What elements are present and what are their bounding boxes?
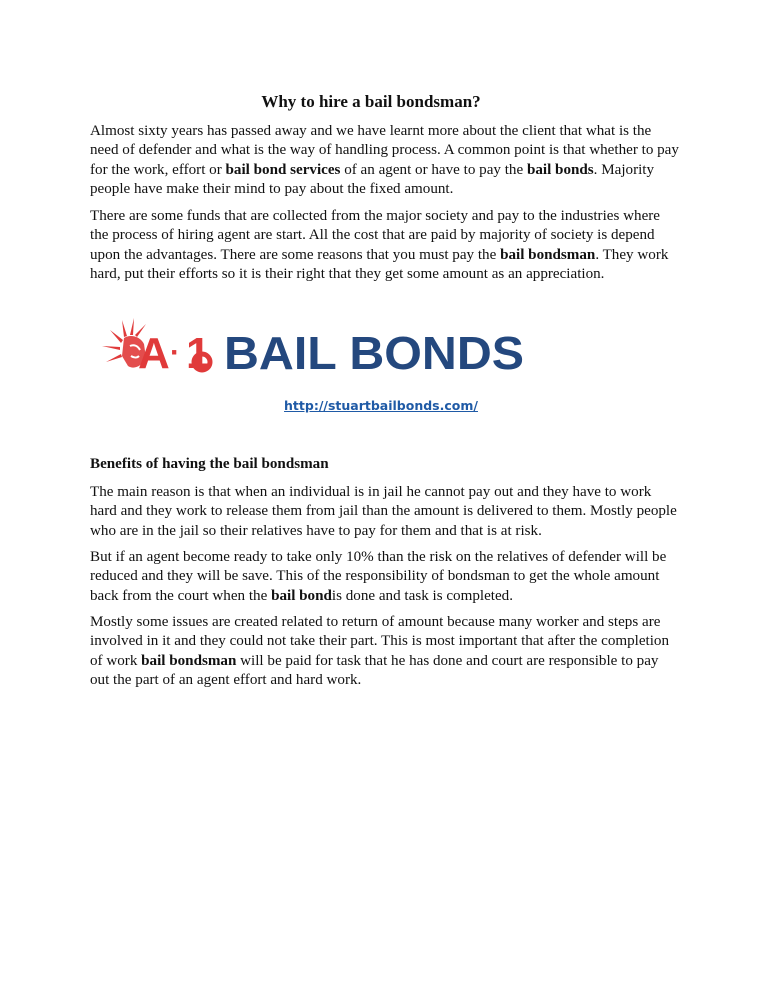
issues-text-2: will be paid for task that he has done and court are responsible to pay out the part of an agent effort and hard work. (90, 652, 659, 689)
funds-bold-bail-bondsman: bail bondsman (500, 246, 596, 263)
funds-text-2: . They work hard, put their efforts so it is their right that they get some amount as an appreciation. (90, 246, 669, 283)
intro-bold-bail-bond-services: bail bond services (225, 161, 341, 178)
funds-text-1: There are some funds that are collected from the major society and pay to the industries where the process of hiring agent are start. All the cost that are paid by majority of society is depend upon the advantages. There are some reasons that you must pay the (90, 208, 660, 263)
logo-letter-a: A (138, 329, 170, 378)
benefits-paragraph: The main reason is that when an individual is in jail he cannot pay out and they have to work hard and they work to release them from jail than the amount is delivered to them. Mostly people who are in the jail so their relatives have to pay for them and that is at risk. (90, 484, 677, 539)
website-link[interactable]: http://stuartbailbonds.com/ (284, 398, 478, 413)
issues-bold-bail-bondsman: bail bondsman (141, 652, 237, 669)
funds-paragraph (90, 207, 680, 285)
agent-text-2: is done and task is completed. (331, 587, 513, 604)
intro-text-1: Almost sixty years has passed away and we have learnt more about the client that what is the need of defender and what is the way of handling process. A common point is that whether to pay for the work, effort or (90, 123, 679, 178)
logo-number-icon (186, 329, 210, 378)
benefits-heading: Benefits of having the bail bondsman (90, 456, 329, 472)
page-title-text: Why to hire a bail bondsman? (261, 92, 481, 111)
agent-text-1: But if an agent become ready to take only 10% than the risk on the relatives of defender will be reduced and they will be save. This of the responsibility of bondsman to get the whole amount back from the court when the (90, 549, 667, 604)
intro-text-2: of an agent or have to pay the (340, 161, 527, 178)
agent-paragraph (90, 548, 680, 606)
intro-paragraph (90, 122, 680, 200)
logo-separator: · (170, 336, 180, 369)
page-title (0, 91, 768, 113)
issues-text-1: Mostly some issues are created related to return of amount because many worker and steps are involved in it and they could not take their part. This is most important that after the completion of work (90, 614, 670, 669)
logo-graphic (100, 316, 530, 382)
agent-bold-bail-bond: bail bond (271, 587, 332, 604)
logo-name: BAIL BONDS (224, 327, 524, 379)
intro-bold-bail-bonds: bail bonds (526, 161, 594, 178)
a1-bail-bonds-logo (100, 316, 530, 382)
logo-number: 1 (186, 329, 211, 378)
intro-text-3: . Majority people have make their mind to pay about the fixed amount. (90, 161, 655, 198)
website-link-line (0, 397, 768, 415)
issues-paragraph (90, 613, 680, 691)
